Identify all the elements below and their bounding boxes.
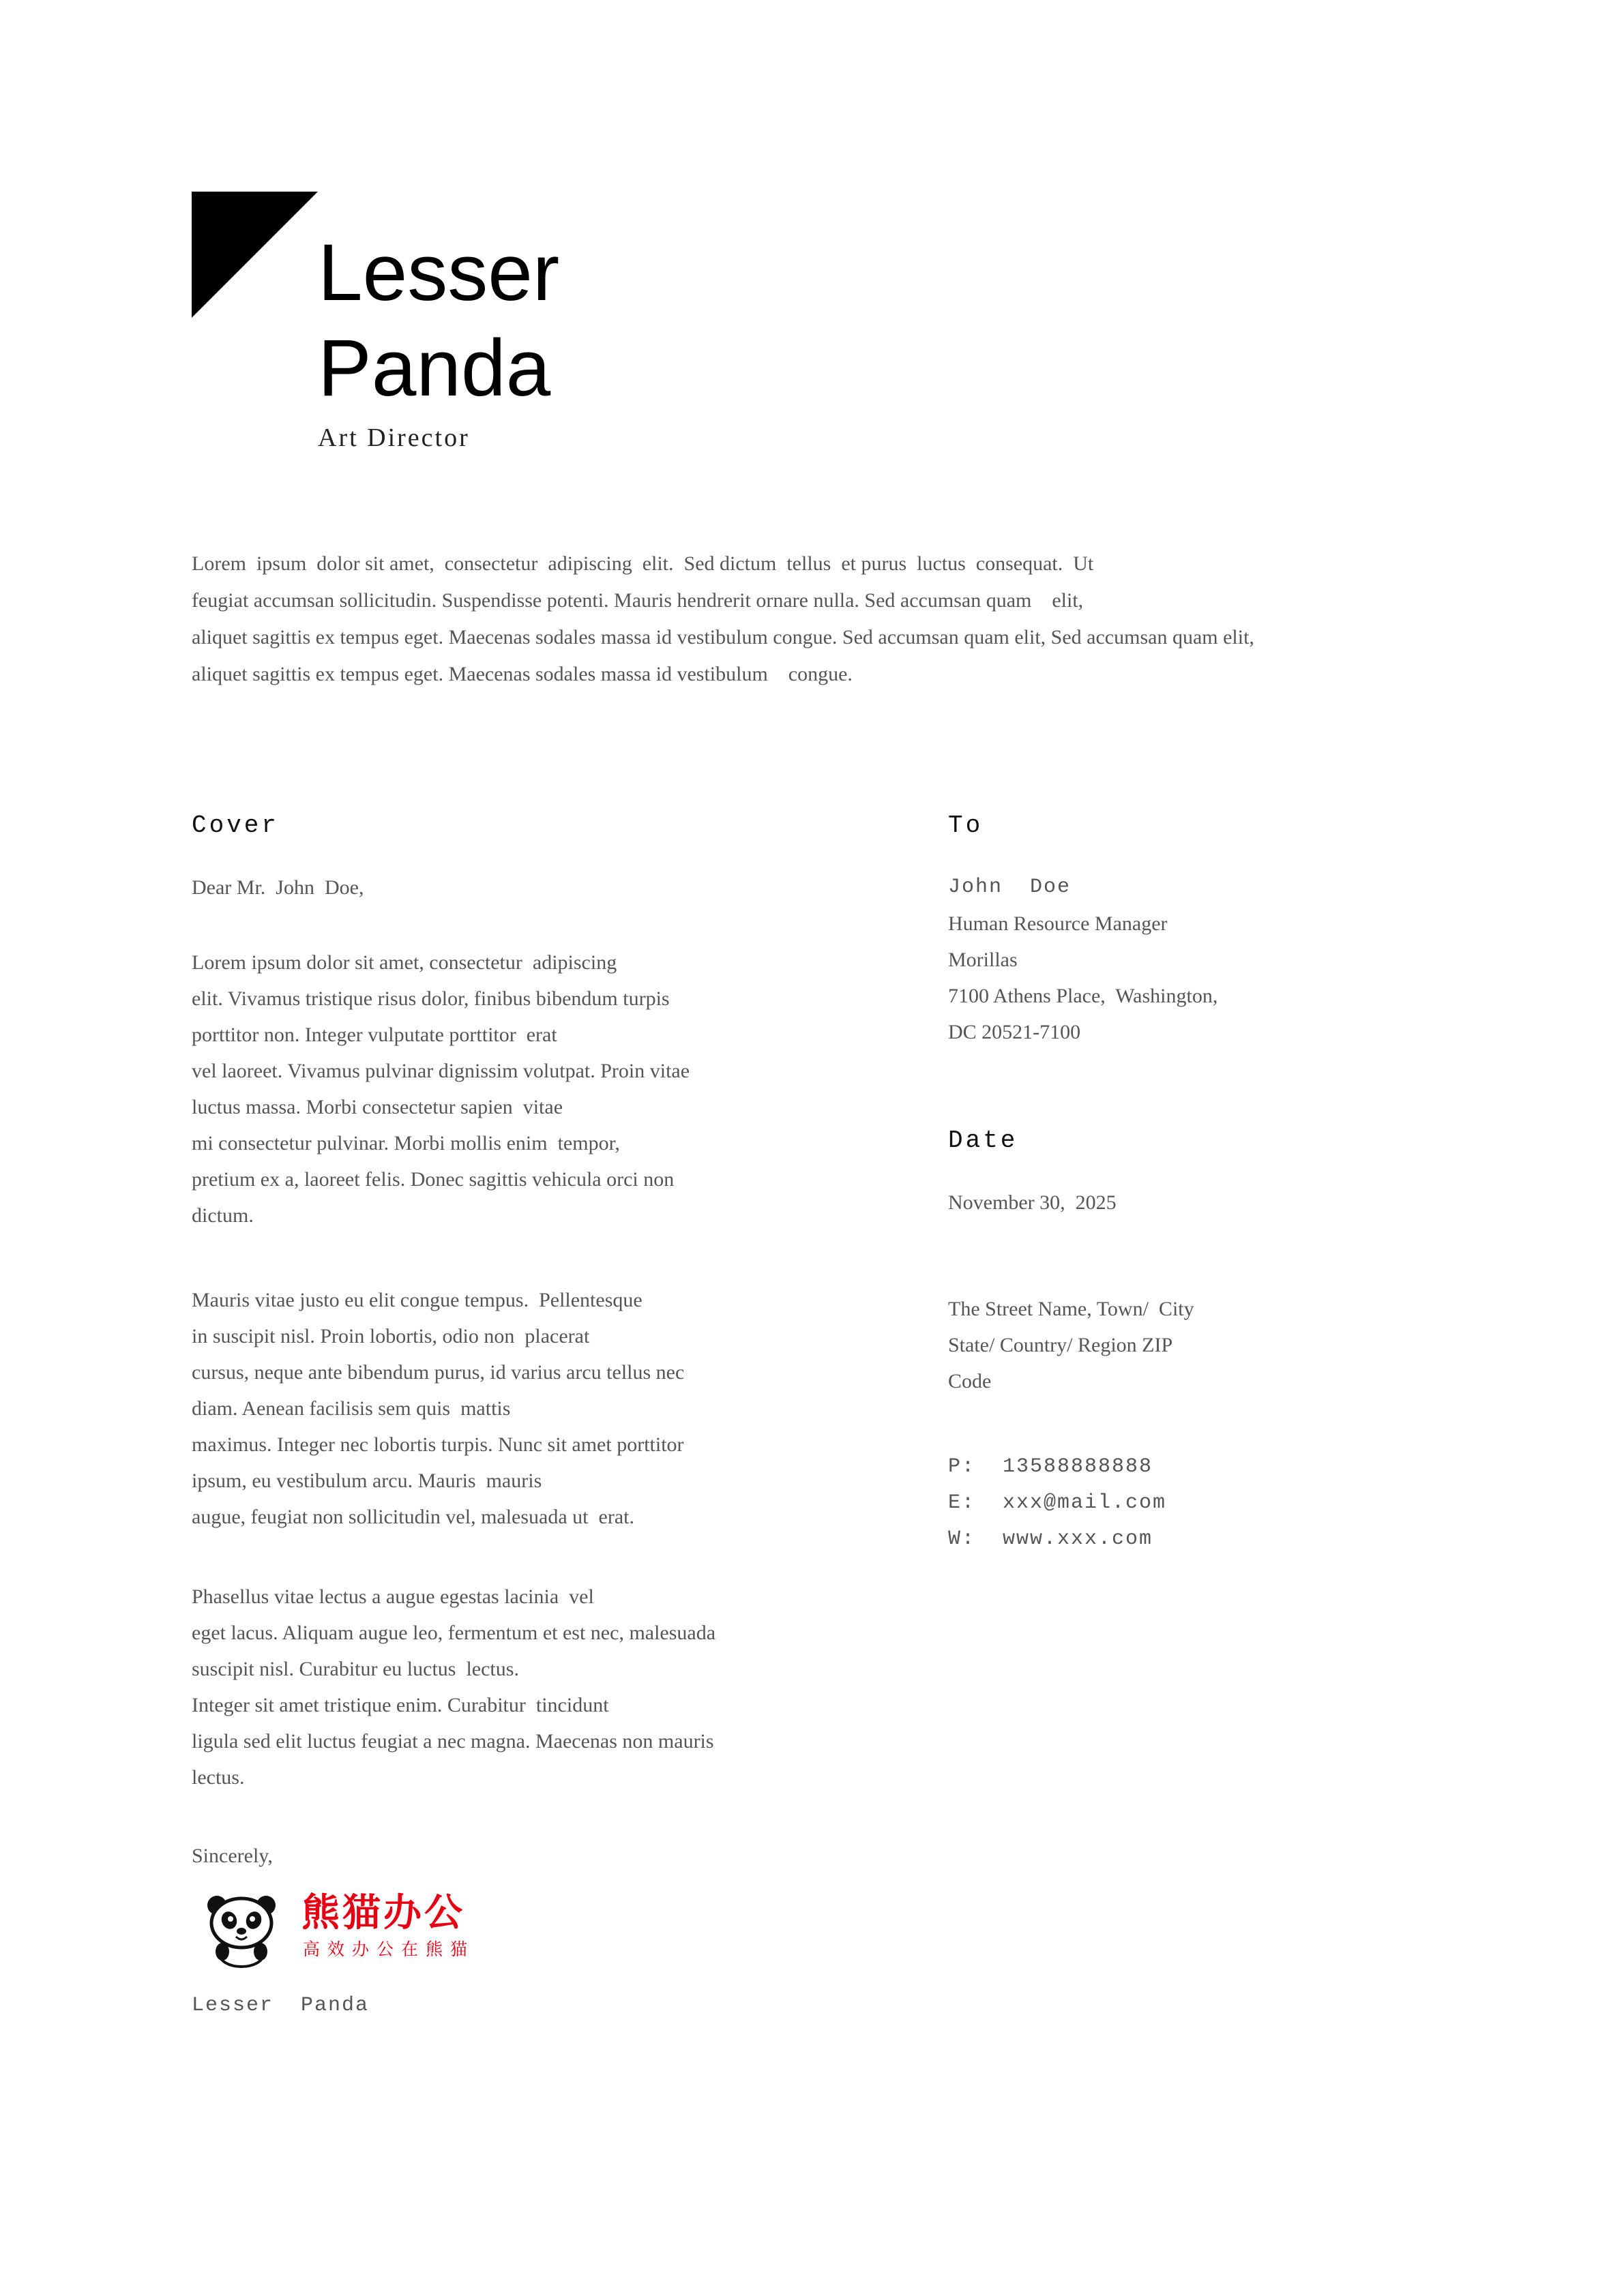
paragraph-line: in suscipit nisl. Proin lobortis, odio non placerat	[192, 1325, 590, 1347]
paragraph-line: Integer sit amet tristique enim. Curabitur tincidunt	[192, 1694, 609, 1716]
sender-address-line: The Street Name, Town/ City	[948, 1298, 1194, 1320]
recipient-name: John Doe	[948, 876, 1072, 899]
intro-line: aliquet sagittis ex tempus eget. Maecenas sodales massa id vestibulum congue.	[192, 663, 853, 685]
contact-block	[948, 1449, 1562, 1557]
contact-email[interactable]: E: xxx@mail.com	[948, 1491, 1167, 1515]
paragraph-line: dictum.	[192, 1204, 254, 1227]
paragraph-line: maximus. Integer nec lobortis turpis. Nunc sit amet porttitor	[192, 1433, 684, 1456]
paragraph-line: mi consectetur pulvinar. Morbi mollis enim tempor,	[192, 1132, 620, 1154]
cover-heading: Cover	[192, 811, 280, 839]
date-value: November 30, 2025	[948, 1191, 1117, 1214]
paragraph-line: lectus.	[192, 1766, 245, 1789]
corner-triangle-decoration	[192, 192, 318, 318]
date-block	[948, 1184, 1562, 1221]
intro-line: Lorem ipsum dolor sit amet, consectetur adipiscing elit. Sed dictum tellus et purus luctus consequat. Ut	[192, 552, 1094, 575]
recipient-address-line: 7100 Athens Place, Washington,	[948, 985, 1218, 1007]
logo-slogan: 高效办公在熊猫	[303, 1939, 475, 1959]
contact-phone: P: 13588888888	[948, 1455, 1153, 1478]
paragraph-line: ipsum, eu vestibulum arcu. Mauris mauris	[192, 1470, 542, 1492]
cover-paragraph-3	[192, 1579, 819, 1795]
date-heading: Date	[948, 1127, 1018, 1154]
logo-title: 熊猫办公	[301, 1891, 465, 1935]
recipient-block	[948, 869, 1562, 1050]
paragraph-line: Phasellus vitae lectus a augue egestas lacinia vel	[192, 1585, 594, 1608]
intro-line: feugiat accumsan sollicitudin. Suspendisse potenti. Mauris hendrerit ornare nulla. Sed accumsan quam elit,	[192, 589, 1084, 612]
panda-office-logo	[202, 1889, 502, 1971]
sender-address	[948, 1291, 1562, 1399]
intro-paragraph	[192, 546, 1440, 693]
sender-address-line: State/ Country/ Region ZIP	[948, 1334, 1173, 1356]
paragraph-line: Mauris vitae justo eu elit congue tempus. Pellentesque	[192, 1289, 643, 1311]
cover-closing	[192, 1838, 819, 1874]
cover-salutation	[192, 869, 819, 906]
signature-name	[192, 1988, 819, 2024]
paragraph-line: Lorem ipsum dolor sit amet, consectetur adipiscing	[192, 951, 617, 974]
paragraph-line: vel laoreet. Vivamus pulvinar dignissim volutpat. Proin vitae	[192, 1060, 690, 1082]
name-line-first: Lesser	[318, 228, 560, 318]
salutation-text: Dear Mr. John Doe,	[192, 876, 364, 899]
cover-paragraph-2	[192, 1282, 819, 1535]
paragraph-line: eget lacus. Aliquam augue leo, fermentum et est nec, malesuada	[192, 1622, 716, 1644]
signature-text: Lesser Panda	[192, 1994, 370, 2017]
paragraph-line: ligula sed elit luctus feugiat a nec magna. Maecenas non mauris	[192, 1730, 714, 1753]
paragraph-line: elit. Vivamus tristique risus dolor, finibus bibendum turpis	[192, 987, 670, 1010]
to-heading: To	[948, 811, 984, 839]
sender-address-line: Code	[948, 1370, 992, 1392]
contact-website[interactable]: W: www.xxx.com	[948, 1527, 1153, 1551]
paragraph-line: suscipit nisl. Curabitur eu luctus lectus.	[192, 1658, 519, 1680]
paragraph-line: augue, feugiat non sollicitudin vel, malesuada ut erat.	[192, 1506, 634, 1528]
paragraph-line: cursus, neque ante bibendum purus, id varius arcu tellus nec	[192, 1361, 685, 1384]
paragraph-line: diam. Aenean facilisis sem quis mattis	[192, 1397, 511, 1420]
recipient-address-line: DC 20521-7100	[948, 1021, 1081, 1043]
recipient-company: Morillas	[948, 949, 1018, 971]
recipient-title: Human Resource Manager	[948, 912, 1168, 935]
name-line-second: Panda	[318, 323, 551, 413]
cover-paragraph-1	[192, 944, 819, 1234]
job-title: Art Director	[318, 423, 470, 452]
paragraph-line: porttitor non. Integer vulputate porttitor erat	[192, 1024, 557, 1046]
closing-text: Sincerely,	[192, 1845, 273, 1867]
applicant-name	[318, 225, 559, 416]
paragraph-line: luctus massa. Morbi consectetur sapien vitae	[192, 1096, 563, 1118]
intro-line: aliquet sagittis ex tempus eget. Maecenas sodales massa id vestibulum congue. Sed accumsan quam elit, Sed accumsan quam elit,	[192, 626, 1254, 648]
paragraph-line: pretium ex a, laoreet felis. Donec sagittis vehicula orci non	[192, 1168, 675, 1191]
